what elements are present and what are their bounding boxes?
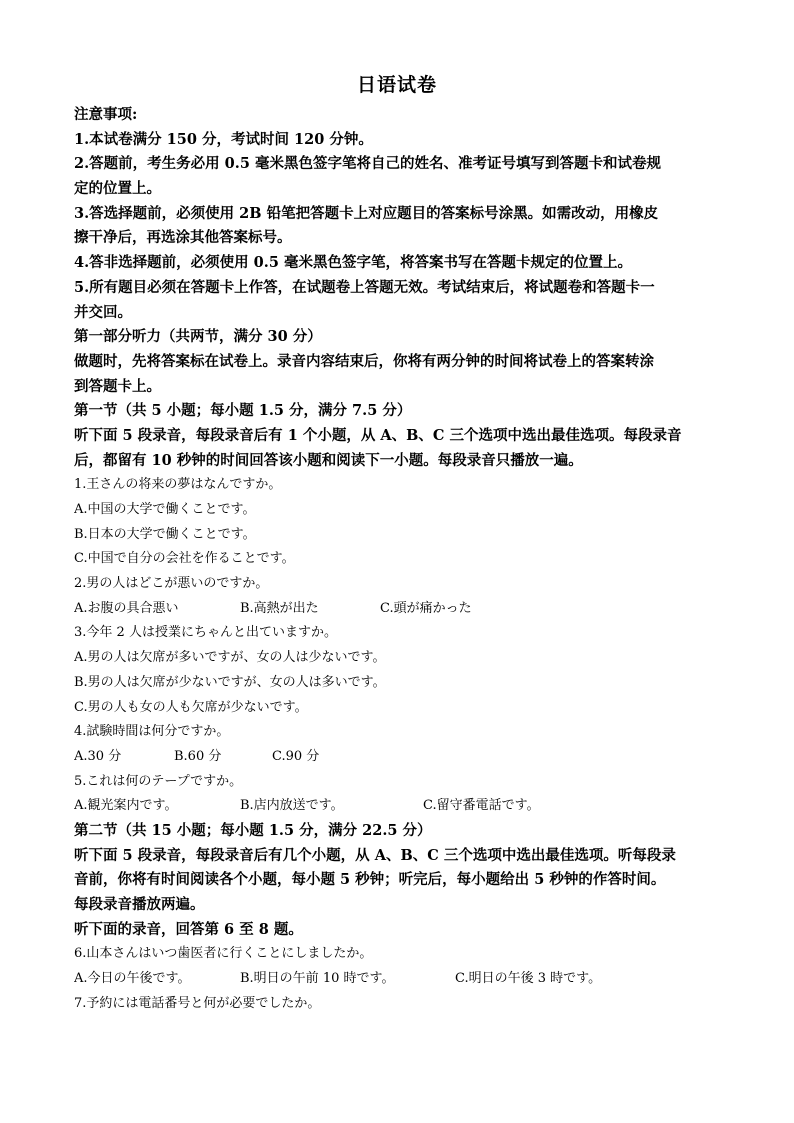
question-option: A.男の人は欠席が多いですが、女の人は少ないです。 (74, 650, 386, 666)
notice-line: 擦干净后，再选涂其他答案标号。 (74, 229, 292, 247)
question-stem: 4.試験時間は何分ですか。 (74, 724, 230, 740)
section1-intro-line: 后，都留有 10 秒钟的时间回答该小题和阅读下一小题。每段录音只播放一遍。 (74, 451, 583, 469)
exam-content (74, 103, 722, 1016)
question-option: C.留守番電話です。 (423, 798, 540, 814)
section2-heading: 第二节（共 15 小题；每小题 1.5 分，满分 22.5 分） (74, 821, 432, 839)
notice-line: 4.答非选择题前，必须使用 0.5 毫米黑色签字笔，将答案书写在答题卡规定的位置上。 (74, 254, 632, 272)
part1-heading: 第一部分听力（共两节，满分 30 分） (74, 328, 322, 346)
question-option: B.店内放送です。 (240, 798, 344, 814)
question-options-row (74, 967, 722, 992)
question-option: B.男の人は欠席が少ないですが、女の人は多いです。 (74, 674, 386, 690)
question-stem: 1.王さんの将来の夢はなんですか。 (74, 477, 282, 493)
question-stem: 7.予約には電話番号と何が必要でしたか。 (74, 995, 321, 1011)
notice-line: 5.所有题目必须在答题卡上作答，在试题卷上答题无效。考试结束后，将试题卷和答题卡一 (74, 278, 655, 296)
question-group-heading: 听下面的录音，回答第 6 至 8 题。 (74, 920, 303, 938)
question-option: B.60 分 (174, 748, 222, 764)
question-option: A.30 分 (74, 748, 122, 764)
notice-line: 定的位置上。 (74, 180, 161, 198)
question-stem: 5.これは何のテープですか。 (74, 773, 243, 789)
notice-heading: 注意事项: (74, 106, 138, 123)
question-stem: 3.今年 2 人は授業にちゃんと出ていますか。 (74, 625, 337, 641)
question-option: B.高熱が出た (240, 600, 319, 616)
question-option: A.観光案内です。 (74, 798, 178, 814)
question-options-row (74, 794, 722, 819)
question-option: C.男の人も女の人も欠席が少ないです。 (74, 699, 308, 715)
exam-title: 日语试卷 (356, 74, 437, 96)
question-option: C.頭が痛かった (380, 600, 472, 616)
question-options-row (74, 745, 722, 770)
notice-line: 2.答题前，考生务必用 0.5 毫米黑色签字笔将自己的姓名、准考证号填写到答题卡和试卷规 (74, 155, 661, 173)
question-option: A.中国の大学で働くことです。 (74, 502, 256, 517)
question-stem: 2.男の人はどこが悪いのですか。 (74, 576, 269, 592)
question-option: A.お腹の具合悪い (74, 600, 179, 616)
section2-intro-line: 音前，你将有时间阅读各个小题，每小题 5 秒钟；听完后，每小题给出 5 秒钟的作答时间。 (74, 871, 666, 889)
question-option: B.日本の大学で働くことです。 (74, 526, 256, 542)
part1-intro-line: 到答题卡上。 (74, 377, 161, 395)
section2-intro-line: 听下面 5 段录音，每段录音后有几个小题，从 A、B、C 三个选项中选出最佳选项。听每段录 (74, 846, 676, 864)
question-option: C.中国で自分の会社を作ることです。 (74, 551, 295, 567)
question-option: C.90 分 (272, 748, 320, 764)
question-option: B.明日の午前 10 時です。 (240, 971, 395, 987)
part1-intro-line: 做题时，先将答案标在试卷上。录音内容结束后，你将有两分钟的时间将试卷上的答案转涂 (74, 352, 654, 370)
notice-line: 并交回。 (74, 303, 132, 321)
question-option: C.明日の午後 3 時です。 (455, 971, 602, 987)
section2-intro-line: 每段录音播放两遍。 (74, 896, 205, 913)
notice-line: 3.答选择题前，必须使用 2B 铅笔把答题卡上对应题目的答案标号涂黑。如需改动，用橡皮 (74, 204, 659, 222)
notice-line: 1.本试卷满分 150 分，考试时间 120 分钟。 (74, 130, 373, 148)
section1-heading: 第一节（共 5 小题；每小题 1.5 分，满分 7.5 分） (74, 402, 412, 420)
question-option: A.今日の午後です。 (74, 971, 191, 987)
section1-intro-line: 听下面 5 段录音，每段录音后有 1 个小题，从 A、B、C 三个选项中选出最佳选项。每段录音 (74, 426, 682, 444)
question-options-row (74, 597, 722, 622)
question-stem: 6.山本さんはいつ歯医者に行くことにしましたか。 (74, 946, 373, 962)
